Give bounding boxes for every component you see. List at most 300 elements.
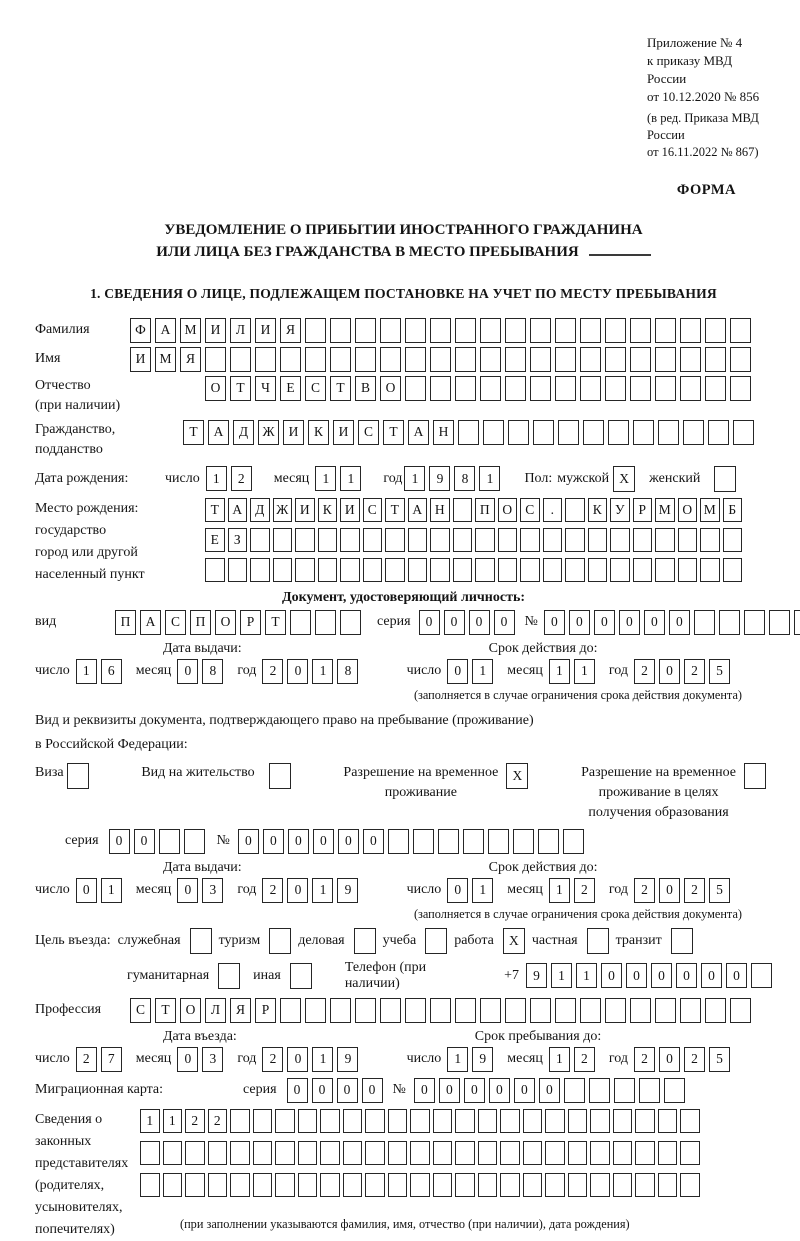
char-box[interactable]: 0: [444, 610, 465, 635]
char-box[interactable]: [505, 318, 526, 343]
char-box[interactable]: 0: [626, 963, 647, 988]
char-box[interactable]: 2: [262, 1047, 283, 1072]
char-box[interactable]: [613, 1173, 633, 1197]
char-box[interactable]: [298, 1109, 318, 1133]
char-box[interactable]: И: [340, 498, 360, 522]
char-box[interactable]: 0: [337, 1078, 358, 1103]
char-box[interactable]: [410, 1173, 430, 1197]
char-box[interactable]: [580, 998, 601, 1023]
char-box[interactable]: 0: [651, 963, 672, 988]
char-box[interactable]: [280, 998, 301, 1023]
char-box[interactable]: Т: [155, 998, 176, 1023]
char-box[interactable]: 1: [404, 466, 425, 491]
char-box[interactable]: [630, 998, 651, 1023]
char-box[interactable]: 2: [208, 1109, 228, 1133]
char-box[interactable]: 0: [494, 610, 515, 635]
char-box[interactable]: [455, 1173, 475, 1197]
char-box[interactable]: 0: [701, 963, 722, 988]
char-box[interactable]: [483, 420, 504, 445]
char-box[interactable]: О: [180, 998, 201, 1023]
char-box[interactable]: [633, 528, 653, 552]
char-box[interactable]: [635, 1173, 655, 1197]
char-box[interactable]: Я: [180, 347, 201, 372]
char-box[interactable]: Ж: [273, 498, 293, 522]
char-box[interactable]: 0: [539, 1078, 560, 1103]
char-box[interactable]: М: [700, 498, 720, 522]
char-box[interactable]: 0: [644, 610, 665, 635]
char-box[interactable]: [363, 558, 383, 582]
purpose-opt1-checkbox[interactable]: [190, 928, 212, 954]
char-box[interactable]: [343, 1109, 363, 1133]
char-box[interactable]: [410, 1109, 430, 1133]
char-box[interactable]: [580, 318, 601, 343]
char-box[interactable]: [694, 610, 715, 635]
char-box[interactable]: [680, 376, 701, 401]
char-box[interactable]: [530, 347, 551, 372]
char-box[interactable]: [545, 1173, 565, 1197]
char-box[interactable]: Т: [265, 610, 286, 635]
char-box[interactable]: 0: [544, 610, 565, 635]
char-box[interactable]: [613, 1141, 633, 1165]
char-box[interactable]: [140, 1141, 160, 1165]
char-box[interactable]: [340, 558, 360, 582]
char-box[interactable]: [315, 610, 336, 635]
char-box[interactable]: [678, 558, 698, 582]
char-box[interactable]: 5: [709, 659, 730, 684]
char-box[interactable]: 0: [288, 829, 309, 854]
char-box[interactable]: [565, 498, 585, 522]
char-box[interactable]: [680, 1109, 700, 1133]
char-box[interactable]: 0: [659, 1047, 680, 1072]
char-box[interactable]: А: [155, 318, 176, 343]
char-box[interactable]: [610, 558, 630, 582]
char-box[interactable]: Д: [250, 498, 270, 522]
char-box[interactable]: 1: [312, 659, 333, 684]
char-box[interactable]: [508, 420, 529, 445]
char-box[interactable]: [318, 558, 338, 582]
char-box[interactable]: 5: [709, 1047, 730, 1072]
char-box[interactable]: 0: [594, 610, 615, 635]
char-box[interactable]: 0: [659, 878, 680, 903]
char-box[interactable]: [614, 1078, 635, 1103]
char-box[interactable]: [298, 1173, 318, 1197]
sex-male-checkbox[interactable]: X: [613, 466, 635, 492]
char-box[interactable]: [769, 610, 790, 635]
char-box[interactable]: [500, 1109, 520, 1133]
char-box[interactable]: 1: [479, 466, 500, 491]
char-box[interactable]: 2: [262, 659, 283, 684]
char-box[interactable]: 8: [202, 659, 223, 684]
visa-checkbox[interactable]: [67, 763, 89, 789]
char-box[interactable]: 0: [569, 610, 590, 635]
char-box[interactable]: [555, 347, 576, 372]
char-box[interactable]: [413, 829, 434, 854]
char-box[interactable]: [410, 1141, 430, 1165]
char-box[interactable]: [430, 347, 451, 372]
char-box[interactable]: [543, 528, 563, 552]
char-box[interactable]: Р: [633, 498, 653, 522]
char-box[interactable]: [275, 1173, 295, 1197]
char-box[interactable]: И: [205, 318, 226, 343]
char-box[interactable]: [563, 829, 584, 854]
char-box[interactable]: 2: [76, 1047, 97, 1072]
char-box[interactable]: [430, 558, 450, 582]
char-box[interactable]: 1: [163, 1109, 183, 1133]
char-box[interactable]: Б: [723, 498, 743, 522]
char-box[interactable]: [255, 347, 276, 372]
char-box[interactable]: 0: [363, 829, 384, 854]
char-box[interactable]: А: [228, 498, 248, 522]
char-box[interactable]: [655, 376, 676, 401]
char-box[interactable]: 9: [429, 466, 450, 491]
char-box[interactable]: [730, 347, 751, 372]
char-box[interactable]: [458, 420, 479, 445]
char-box[interactable]: [433, 1141, 453, 1165]
purpose-opt3-checkbox[interactable]: [354, 928, 376, 954]
char-box[interactable]: [523, 1141, 543, 1165]
char-box[interactable]: О: [205, 376, 226, 401]
char-box[interactable]: [523, 1173, 543, 1197]
char-box[interactable]: [523, 1109, 543, 1133]
char-box[interactable]: [455, 1109, 475, 1133]
char-box[interactable]: 7: [101, 1047, 122, 1072]
char-box[interactable]: М: [655, 498, 675, 522]
char-box[interactable]: [253, 1141, 273, 1165]
char-box[interactable]: [230, 1109, 250, 1133]
char-box[interactable]: [273, 528, 293, 552]
char-box[interactable]: [159, 829, 180, 854]
char-box[interactable]: [498, 528, 518, 552]
char-box[interactable]: Д: [233, 420, 254, 445]
char-box[interactable]: [680, 347, 701, 372]
char-box[interactable]: 1: [140, 1109, 160, 1133]
char-box[interactable]: И: [283, 420, 304, 445]
char-box[interactable]: [678, 528, 698, 552]
char-box[interactable]: 0: [338, 829, 359, 854]
purpose-opt4-checkbox[interactable]: [425, 928, 447, 954]
char-box[interactable]: [290, 610, 311, 635]
char-box[interactable]: [330, 318, 351, 343]
char-box[interactable]: У: [610, 498, 630, 522]
char-box[interactable]: [295, 528, 315, 552]
char-box[interactable]: К: [308, 420, 329, 445]
char-box[interactable]: 1: [574, 659, 595, 684]
char-box[interactable]: [463, 829, 484, 854]
char-box[interactable]: [305, 998, 326, 1023]
char-box[interactable]: 0: [134, 829, 155, 854]
char-box[interactable]: [205, 558, 225, 582]
char-box[interactable]: 2: [634, 1047, 655, 1072]
char-box[interactable]: [705, 998, 726, 1023]
char-box[interactable]: З: [228, 528, 248, 552]
purpose-opt7-checkbox[interactable]: [671, 928, 693, 954]
char-box[interactable]: [330, 998, 351, 1023]
char-box[interactable]: [683, 420, 704, 445]
purpose-opt8-checkbox[interactable]: [218, 963, 240, 989]
char-box[interactable]: И: [333, 420, 354, 445]
char-box[interactable]: [655, 347, 676, 372]
purpose-opt5-checkbox[interactable]: X: [503, 928, 525, 954]
char-box[interactable]: П: [190, 610, 211, 635]
char-box[interactable]: М: [155, 347, 176, 372]
char-box[interactable]: [230, 1173, 250, 1197]
char-box[interactable]: [530, 376, 551, 401]
char-box[interactable]: О: [215, 610, 236, 635]
char-box[interactable]: О: [498, 498, 518, 522]
char-box[interactable]: [230, 1141, 250, 1165]
char-box[interactable]: 0: [313, 829, 334, 854]
char-box[interactable]: [533, 420, 554, 445]
char-box[interactable]: 2: [634, 878, 655, 903]
char-box[interactable]: [408, 558, 428, 582]
char-box[interactable]: [455, 376, 476, 401]
char-box[interactable]: [705, 376, 726, 401]
char-box[interactable]: [405, 347, 426, 372]
char-box[interactable]: 0: [287, 878, 308, 903]
char-box[interactable]: И: [295, 498, 315, 522]
char-box[interactable]: [605, 347, 626, 372]
char-box[interactable]: Я: [280, 318, 301, 343]
char-box[interactable]: 0: [362, 1078, 383, 1103]
char-box[interactable]: К: [318, 498, 338, 522]
char-box[interactable]: О: [380, 376, 401, 401]
char-box[interactable]: [480, 998, 501, 1023]
char-box[interactable]: [365, 1141, 385, 1165]
char-box[interactable]: [343, 1173, 363, 1197]
char-box[interactable]: [568, 1141, 588, 1165]
char-box[interactable]: [680, 318, 701, 343]
char-box[interactable]: [184, 829, 205, 854]
char-box[interactable]: [455, 347, 476, 372]
char-box[interactable]: [365, 1173, 385, 1197]
char-box[interactable]: Е: [280, 376, 301, 401]
char-box[interactable]: [365, 1109, 385, 1133]
char-box[interactable]: [480, 318, 501, 343]
char-box[interactable]: 0: [312, 1078, 333, 1103]
char-box[interactable]: [590, 1109, 610, 1133]
char-box[interactable]: 2: [262, 878, 283, 903]
char-box[interactable]: 0: [287, 1047, 308, 1072]
char-box[interactable]: 0: [177, 659, 198, 684]
char-box[interactable]: 1: [472, 659, 493, 684]
char-box[interactable]: [794, 610, 800, 635]
char-box[interactable]: Ф: [130, 318, 151, 343]
char-box[interactable]: 0: [287, 659, 308, 684]
char-box[interactable]: [558, 420, 579, 445]
char-box[interactable]: [655, 998, 676, 1023]
char-box[interactable]: Т: [230, 376, 251, 401]
char-box[interactable]: [455, 998, 476, 1023]
char-box[interactable]: [505, 376, 526, 401]
char-box[interactable]: [565, 558, 585, 582]
char-box[interactable]: [430, 528, 450, 552]
char-box[interactable]: С: [358, 420, 379, 445]
char-box[interactable]: 1: [315, 466, 336, 491]
char-box[interactable]: [530, 318, 551, 343]
char-box[interactable]: 9: [526, 963, 547, 988]
char-box[interactable]: [605, 998, 626, 1023]
char-box[interactable]: 0: [514, 1078, 535, 1103]
edu-permit-checkbox[interactable]: [744, 763, 766, 789]
char-box[interactable]: 1: [340, 466, 361, 491]
char-box[interactable]: [655, 558, 675, 582]
char-box[interactable]: [588, 528, 608, 552]
char-box[interactable]: [733, 420, 754, 445]
char-box[interactable]: 0: [464, 1078, 485, 1103]
char-box[interactable]: [438, 829, 459, 854]
char-box[interactable]: Я: [230, 998, 251, 1023]
purpose-opt6-checkbox[interactable]: [587, 928, 609, 954]
char-box[interactable]: М: [180, 318, 201, 343]
char-box[interactable]: [545, 1109, 565, 1133]
char-box[interactable]: 1: [549, 1047, 570, 1072]
purpose-opt2-checkbox[interactable]: [269, 928, 291, 954]
char-box[interactable]: С: [130, 998, 151, 1023]
char-box[interactable]: [433, 1173, 453, 1197]
char-box[interactable]: 0: [439, 1078, 460, 1103]
char-box[interactable]: [730, 376, 751, 401]
char-box[interactable]: 1: [447, 1047, 468, 1072]
char-box[interactable]: [205, 347, 226, 372]
char-box[interactable]: 0: [489, 1078, 510, 1103]
char-box[interactable]: [568, 1173, 588, 1197]
char-box[interactable]: [455, 318, 476, 343]
char-box[interactable]: И: [255, 318, 276, 343]
char-box[interactable]: [565, 528, 585, 552]
char-box[interactable]: [505, 347, 526, 372]
residence-permit-checkbox[interactable]: [269, 763, 291, 789]
char-box[interactable]: [388, 1141, 408, 1165]
char-box[interactable]: [185, 1141, 205, 1165]
char-box[interactable]: 1: [576, 963, 597, 988]
char-box[interactable]: [498, 558, 518, 582]
char-box[interactable]: [253, 1109, 273, 1133]
char-box[interactable]: [355, 347, 376, 372]
char-box[interactable]: [633, 558, 653, 582]
char-box[interactable]: [380, 347, 401, 372]
char-box[interactable]: [589, 1078, 610, 1103]
char-box[interactable]: [480, 347, 501, 372]
char-box[interactable]: [605, 376, 626, 401]
temp-permit-checkbox[interactable]: X: [506, 763, 528, 789]
char-box[interactable]: [433, 1109, 453, 1133]
char-box[interactable]: 8: [454, 466, 475, 491]
char-box[interactable]: [430, 998, 451, 1023]
char-box[interactable]: 0: [469, 610, 490, 635]
char-box[interactable]: [530, 998, 551, 1023]
char-box[interactable]: [708, 420, 729, 445]
char-box[interactable]: [320, 1109, 340, 1133]
char-box[interactable]: [538, 829, 559, 854]
char-box[interactable]: [580, 347, 601, 372]
char-box[interactable]: Т: [205, 498, 225, 522]
char-box[interactable]: Т: [385, 498, 405, 522]
char-box[interactable]: [340, 528, 360, 552]
char-box[interactable]: [250, 528, 270, 552]
char-box[interactable]: [630, 347, 651, 372]
char-box[interactable]: [305, 347, 326, 372]
char-box[interactable]: Н: [430, 498, 450, 522]
char-box[interactable]: [163, 1173, 183, 1197]
char-box[interactable]: Е: [205, 528, 225, 552]
char-box[interactable]: [588, 558, 608, 582]
char-box[interactable]: Р: [240, 610, 261, 635]
char-box[interactable]: [453, 528, 473, 552]
char-box[interactable]: К: [588, 498, 608, 522]
char-box[interactable]: [680, 1173, 700, 1197]
char-box[interactable]: 1: [206, 466, 227, 491]
char-box[interactable]: 9: [337, 878, 358, 903]
char-box[interactable]: [388, 829, 409, 854]
char-box[interactable]: 0: [177, 1047, 198, 1072]
char-box[interactable]: [635, 1141, 655, 1165]
char-box[interactable]: И: [130, 347, 151, 372]
char-box[interactable]: [580, 376, 601, 401]
char-box[interactable]: [453, 558, 473, 582]
char-box[interactable]: [478, 1109, 498, 1133]
char-box[interactable]: [613, 1109, 633, 1133]
char-box[interactable]: [405, 318, 426, 343]
char-box[interactable]: 1: [312, 1047, 333, 1072]
char-box[interactable]: [723, 558, 743, 582]
char-box[interactable]: [330, 347, 351, 372]
char-box[interactable]: 0: [238, 829, 259, 854]
char-box[interactable]: С: [305, 376, 326, 401]
char-box[interactable]: 2: [634, 659, 655, 684]
char-box[interactable]: [555, 376, 576, 401]
char-box[interactable]: [705, 347, 726, 372]
char-box[interactable]: [385, 528, 405, 552]
char-box[interactable]: 6: [101, 659, 122, 684]
char-box[interactable]: [208, 1173, 228, 1197]
char-box[interactable]: [380, 318, 401, 343]
char-box[interactable]: [388, 1109, 408, 1133]
char-box[interactable]: [555, 998, 576, 1023]
char-box[interactable]: [475, 528, 495, 552]
char-box[interactable]: 2: [574, 1047, 595, 1072]
char-box[interactable]: 0: [177, 878, 198, 903]
char-box[interactable]: [568, 1109, 588, 1133]
char-box[interactable]: С: [520, 498, 540, 522]
char-box[interactable]: 1: [549, 878, 570, 903]
char-box[interactable]: [639, 1078, 660, 1103]
char-box[interactable]: [723, 528, 743, 552]
char-box[interactable]: 2: [574, 878, 595, 903]
char-box[interactable]: [275, 1109, 295, 1133]
char-box[interactable]: 0: [287, 1078, 308, 1103]
char-box[interactable]: [543, 558, 563, 582]
char-box[interactable]: [564, 1078, 585, 1103]
char-box[interactable]: [680, 998, 701, 1023]
char-box[interactable]: [658, 1109, 678, 1133]
char-box[interactable]: [430, 318, 451, 343]
char-box[interactable]: [480, 376, 501, 401]
char-box[interactable]: [408, 528, 428, 552]
char-box[interactable]: [664, 1078, 685, 1103]
char-box[interactable]: [658, 1141, 678, 1165]
char-box[interactable]: А: [408, 420, 429, 445]
char-box[interactable]: 0: [76, 878, 97, 903]
char-box[interactable]: [608, 420, 629, 445]
char-box[interactable]: [700, 558, 720, 582]
char-box[interactable]: С: [165, 610, 186, 635]
char-box[interactable]: [388, 1173, 408, 1197]
char-box[interactable]: 8: [337, 659, 358, 684]
char-box[interactable]: Ч: [255, 376, 276, 401]
char-box[interactable]: О: [678, 498, 698, 522]
char-box[interactable]: 9: [337, 1047, 358, 1072]
char-box[interactable]: [658, 1173, 678, 1197]
